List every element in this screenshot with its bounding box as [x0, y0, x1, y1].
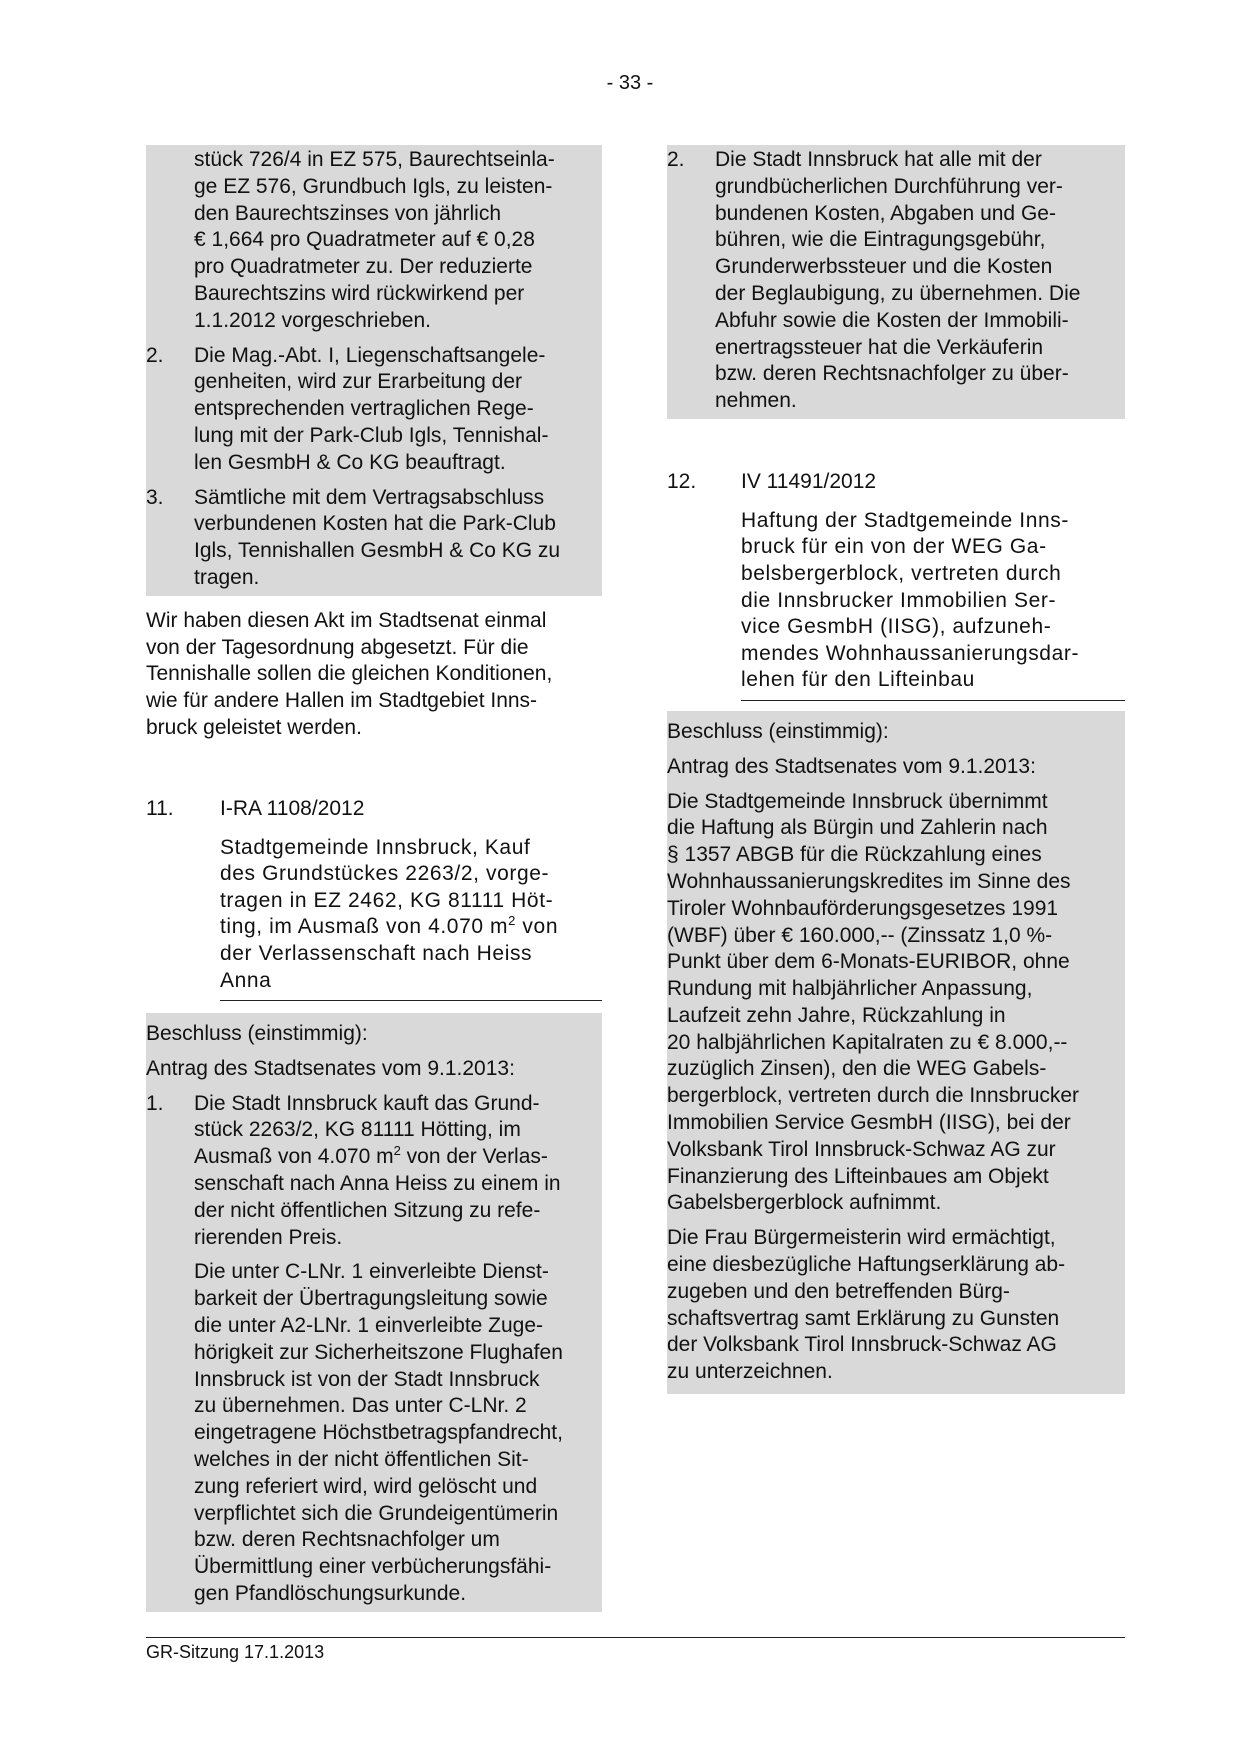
text-line: die unter A2-LNr. 1 einverleibte Zuge-	[194, 1314, 544, 1338]
text-line: bruck geleistet werden.	[146, 715, 362, 739]
text-line: vice GesmbH (IISG), aufzuneh-	[741, 615, 1052, 639]
text-line: tragen in EZ 2462, KG 81111 Höt-	[220, 888, 554, 912]
motion-heading: Antrag des Stadtsenates vom 9.1.2013:	[667, 754, 1036, 778]
text-line: Die Frau Bürgermeisterin wird ermächtigt,	[667, 1226, 1056, 1250]
resolution-paragraph	[667, 789, 1125, 1218]
list-number: 1.	[146, 1091, 164, 1115]
text-line: genheiten, wird zur Erarbeitung der	[194, 370, 523, 394]
agenda-item-11	[146, 796, 602, 1001]
resolution-heading: Beschluss (einstimmig):	[667, 719, 889, 743]
text-line: Sämtliche mit dem Vertragsabschluss	[194, 485, 545, 509]
list-number: 3.	[146, 485, 164, 509]
list-item-2	[667, 147, 1125, 415]
text-line: Übermittlung einer verbücherungsfähi-	[194, 1555, 552, 1579]
text-line: tragen.	[194, 565, 260, 589]
text-line: bühren, wie die Eintragungsgebühr,	[715, 228, 1046, 252]
text-line: stück 726/4 in EZ 575, Baurechtseinla-	[194, 148, 555, 171]
resolution-paragraph	[667, 1225, 1125, 1386]
text-line: hörigkeit zur Sicherheitszone Flughafen	[194, 1340, 563, 1364]
text-line: Anna	[220, 968, 272, 992]
text-line: eine diesbezügliche Haftungserklärung ab-	[667, 1253, 1066, 1277]
text-line: der Verlassenschaft nach Heiss	[220, 941, 533, 965]
resolution-block-12	[667, 711, 1125, 1394]
text-line: len GesmbH & Co KG beauftragt.	[194, 450, 506, 474]
text-line: grundbücherlichen Durchführung ver-	[715, 174, 1063, 198]
text-line: Innsbruck ist von der Stadt Innsbruck	[194, 1367, 540, 1391]
text-line: wie für andere Hallen im Stadtgebiet Inns-	[146, 689, 538, 713]
resolution-heading: Beschluss (einstimmig):	[146, 1022, 368, 1046]
agenda-title	[220, 835, 602, 1002]
page-number: - 33 -	[606, 72, 654, 94]
text-line: bundenen Kosten, Abgaben und Ge-	[715, 201, 1056, 225]
text-line: Igls, Tennishallen GesmbH & Co KG zu	[194, 539, 561, 563]
text-line: ge EZ 576, Grundbuch Igls, zu leisten-	[194, 174, 553, 198]
text-line: von der Tagesordnung abgesetzt. Für die	[146, 635, 529, 659]
text-line: die Haftung als Bürgin und Zahlerin nach	[667, 816, 1048, 840]
text-line: lehen für den Lifteinbau	[741, 668, 975, 692]
text-line: den Baurechtszinses von jährlich	[194, 201, 502, 225]
text-line: eingetragene Höchstbetragspfandrecht,	[194, 1421, 563, 1445]
text-line: belsbergerblock, vertreten durch	[741, 561, 1062, 585]
text-line: Die Stadt Innsbruck kauft das Grund-	[194, 1091, 540, 1115]
text-line: barkeit der Übertragungsleitung sowie	[194, 1287, 548, 1311]
text-line: der Volksbank Tirol Innsbruck-Schwaz AG	[667, 1333, 1057, 1357]
text-line: bergerblock, vertreten durch die Innsbrucker	[667, 1084, 1080, 1108]
resolution-block-continued-right	[667, 145, 1125, 419]
text-line: zuzüglich Zinsen), den die WEG Gabels-	[667, 1057, 1047, 1081]
text-line: der nicht öffentlichen Sitzung zu refe-	[194, 1198, 541, 1222]
text-line: lung mit der Park-Club Igls, Tennishal-	[194, 423, 549, 447]
text-line: der Beglaubigung, zu übernehmen. Die	[715, 281, 1081, 305]
text-line: Die Mag.-Abt. I, Liegenschaftsangele-	[194, 343, 546, 367]
text-line: rierenden Preis.	[194, 1225, 343, 1249]
text-line: 20 halbjährlichen Kapitalraten zu € 8.000,--	[667, 1030, 1068, 1054]
text-line: € 1,664 pro Quadratmeter auf € 0,28	[194, 228, 535, 252]
resolution-block-11	[146, 1013, 602, 1612]
text-line: des Grundstückes 2263/2, vorge-	[220, 862, 550, 886]
text-line: enertragssteuer hat die Verkäuferin	[715, 335, 1044, 359]
text-line: zu übernehmen. Das unter C-LNr. 2	[194, 1394, 527, 1418]
text-line: verpflichtet sich die Grundeigentümerin	[194, 1501, 559, 1525]
text-line: mendes Wohnhaussanierungsdar-	[741, 641, 1080, 665]
text-line: Abfuhr sowie die Kosten der Immobili-	[715, 308, 1069, 332]
text-line: Tennishalle sollen die gleichen Konditionen,	[146, 662, 553, 686]
text-line: Immobilien Service GesmbH (IISG), bei der	[667, 1111, 1071, 1135]
agenda-item-12	[667, 469, 1125, 701]
text-line: Wohnhaussanierungskredites im Sinne des	[667, 869, 1071, 893]
text-line: Die unter C-LNr. 1 einverleibte Dienst-	[194, 1260, 549, 1284]
list-item-1-continued	[146, 147, 602, 335]
text-line: Baurechtszins wird rückwirkend per	[194, 281, 525, 305]
text-line: die Innsbrucker Immobilien Ser-	[741, 588, 1057, 612]
text-line: schaftsvertrag samt Erklärung zu Gunsten	[667, 1306, 1060, 1330]
text-line: zu unterzeichnen.	[667, 1360, 833, 1384]
text-line: Finanzierung des Lifteinbaues am Objekt	[667, 1164, 1049, 1188]
text-line: Punkt über dem 6-Monats-EURIBOR, ohne	[667, 950, 1070, 974]
footer-divider	[146, 1637, 1125, 1638]
list-item-2	[146, 343, 602, 477]
text-line: nehmen.	[715, 389, 797, 413]
list-item-1	[146, 1091, 602, 1608]
text-line: Stadtgemeinde Innsbruck, Kauf	[220, 835, 531, 859]
text-line: Ausmaß von 4.070 $m^2$ von der Verlas-	[194, 1143, 548, 1169]
text-line: (WBF) über € 160.000,-- (Zinssatz 1,0 %-	[667, 923, 1053, 947]
text-line: ting, im Ausmaß von 4.070 $m^2$ von	[220, 913, 559, 939]
left-column	[146, 145, 602, 1612]
text-line: Gabelsbergerblock aufnimmt.	[667, 1191, 942, 1215]
text-line: Rundung mit halbjährlicher Anpassung,	[667, 977, 1033, 1001]
discussion-note	[146, 608, 602, 742]
text-line: welches in der nicht öffentlichen Sit-	[194, 1448, 529, 1472]
list-number: 2.	[667, 148, 685, 171]
text-line: senschaft nach Anna Heiss zu einem in	[194, 1172, 561, 1196]
text-line: 1.1.2012 vorgeschrieben.	[194, 308, 431, 332]
right-column	[667, 145, 1125, 1394]
agenda-title	[741, 508, 1125, 701]
text-line: zung referiert wird, wird gelöscht und	[194, 1474, 538, 1498]
agenda-reference: I-RA 1108/2012	[220, 796, 365, 820]
list-number: 2.	[146, 343, 164, 367]
text-line: bzw. deren Rechtsnachfolger um	[194, 1528, 500, 1552]
text-line: verbundenen Kosten hat die Park-Club	[194, 512, 556, 536]
text-line: stück 2263/2, KG 81111 Hötting, im	[194, 1118, 521, 1142]
text-line: Haftung der Stadtgemeinde Inns-	[741, 508, 1069, 532]
footer-session-date: GR-Sitzung 17.1.2013	[146, 1642, 325, 1662]
text-line: bzw. deren Rechtsnachfolger zu über-	[715, 362, 1069, 386]
list-item-3	[146, 485, 602, 592]
text-line: bruck für ein von der WEG Ga-	[741, 535, 1047, 559]
text-line: Tiroler Wohnbauförderungsgesetzes 1991	[667, 896, 1059, 920]
text-line: zugeben und den betreffenden Bürg-	[667, 1279, 1010, 1303]
motion-heading: Antrag des Stadtsenates vom 9.1.2013:	[146, 1056, 515, 1080]
agenda-number: 11.	[146, 796, 174, 820]
text-line: Wir haben diesen Akt im Stadtsenat einmal	[146, 608, 547, 632]
text-line: Die Stadt Innsbruck hat alle mit der	[715, 148, 1042, 171]
agenda-reference: IV 11491/2012	[741, 469, 877, 493]
text-line: entsprechenden vertraglichen Rege-	[194, 397, 534, 421]
resolution-block-continued	[146, 145, 602, 596]
text-line: Volksbank Tirol Innsbruck-Schwaz AG zur	[667, 1137, 1056, 1161]
text-line: gen Pfandlöschungsurkunde.	[194, 1582, 467, 1606]
agenda-number: 12.	[667, 469, 697, 493]
text-line: Laufzeit zehn Jahre, Rückzahlung in	[667, 1003, 1006, 1027]
text-line: § 1357 ABGB für die Rückzahlung eines	[667, 843, 1042, 867]
text-line: Die Stadtgemeinde Innsbruck übernimmt	[667, 789, 1048, 813]
text-line: pro Quadratmeter zu. Der reduzierte	[194, 255, 533, 279]
text-line: Grunderwerbssteuer und die Kosten	[715, 255, 1053, 279]
